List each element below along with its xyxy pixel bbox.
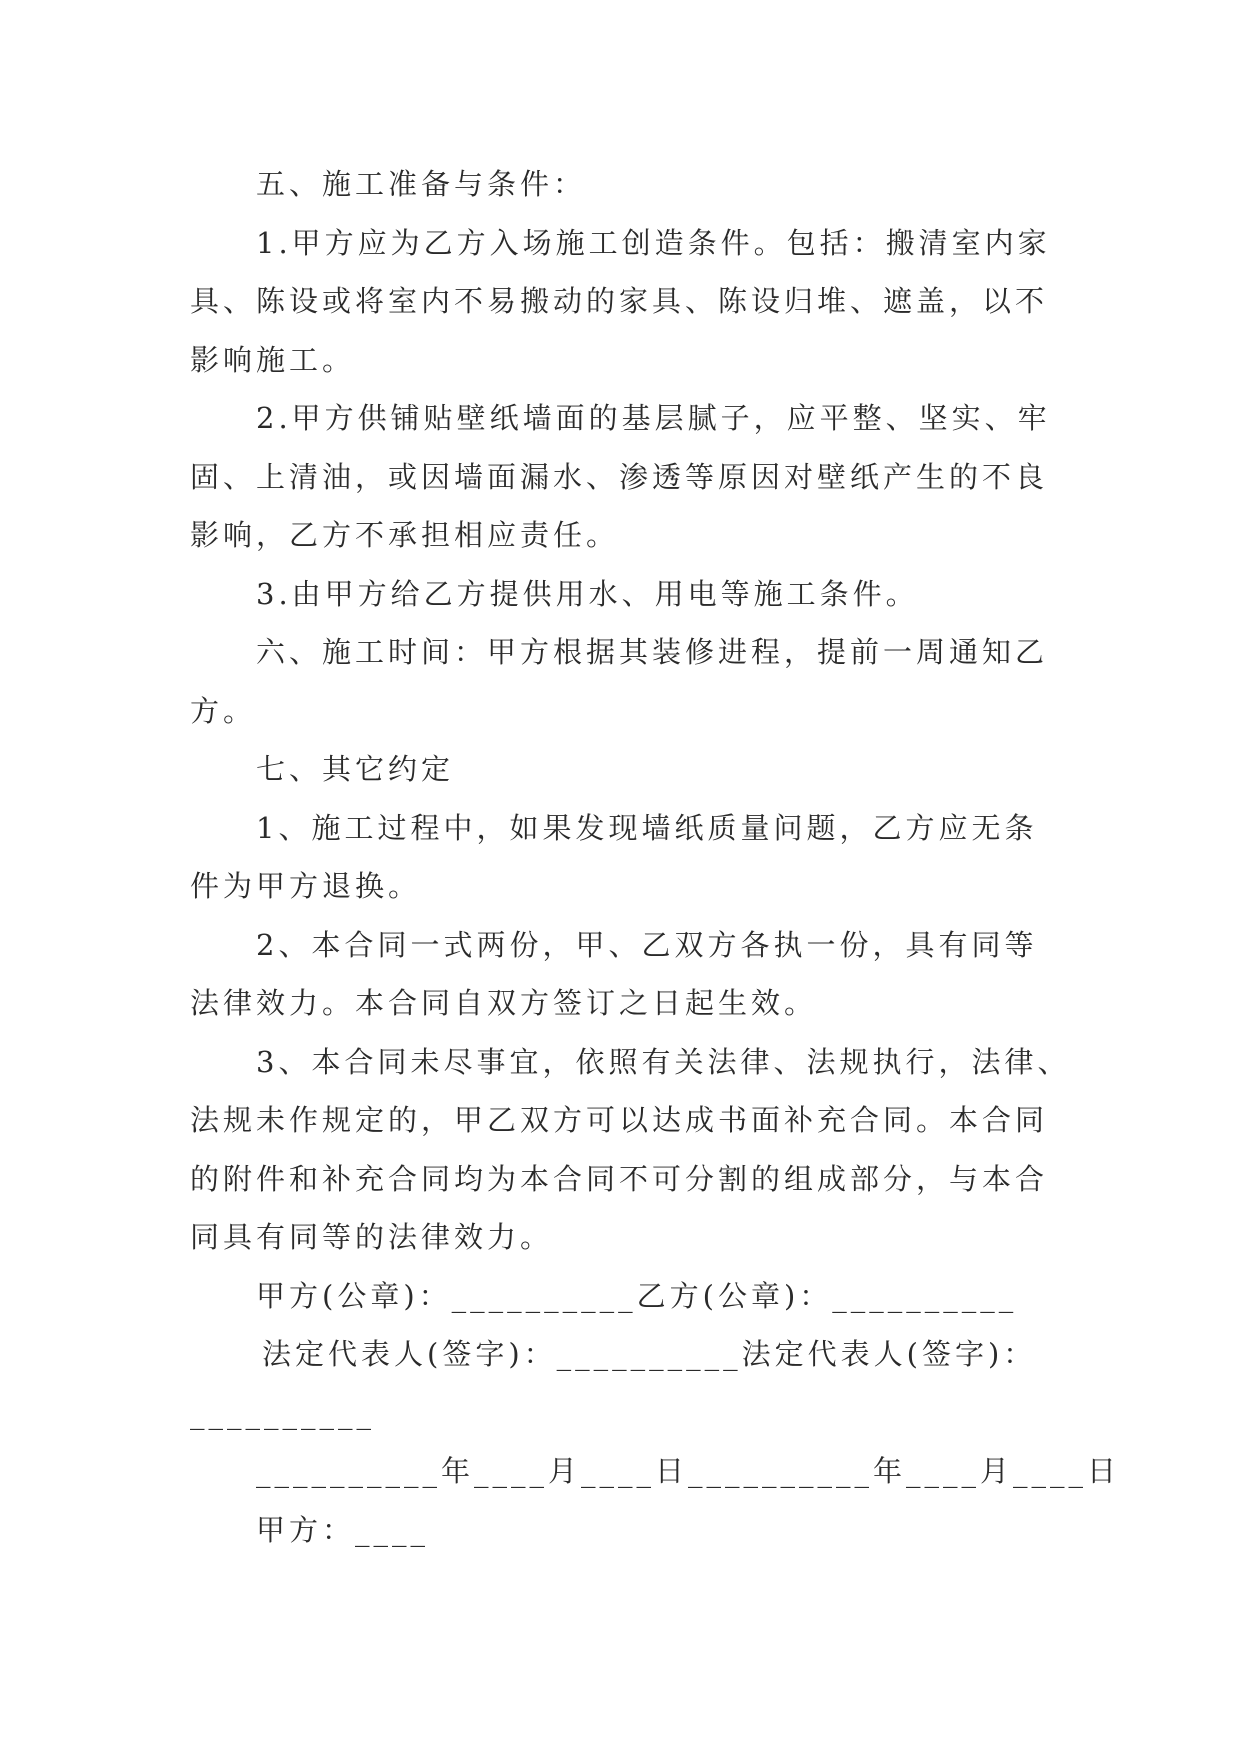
clause-line: 2、本合同一式两份，甲、乙双方各执一份，具有同等 [256,927,1038,962]
clause-line: 影响施工。 [190,342,356,377]
clause-line: 的附件和补充合同均为本合同不可分割的组成部分，与本合 [190,1161,1049,1196]
party-a-line: 甲方：____ [256,1512,430,1547]
clause-line: 同具有同等的法律效力。 [190,1220,554,1254]
clause-line: 方。 [190,693,257,728]
clause-line: 1、施工过程中，如果发现墙纸质量问题，乙方应无条 [256,810,1038,845]
clause-line: 2.甲方供铺贴壁纸墙面的基层腻子，应平整、坚实、牢 [256,401,1051,435]
section-heading-construction-preparation: 五、施工准备与条件： [256,167,587,201]
signature-blank-line: __________ [190,1395,375,1430]
clause-line: 件为甲方退换。 [190,869,422,903]
section-heading-other-agreements: 七、其它约定 [256,752,455,786]
clause-line: 固、上清油，或因墙面漏水、渗透等原因对壁纸产生的不良 [190,459,1049,494]
clause-line: 具、陈设或将室内不易搬动的家具、陈设归堆、遮盖，以不 [190,284,1049,318]
clause-line: 3、本合同未尽事宜，依照有关法律、法规执行，法律、 [256,1044,1071,1079]
clause-line: 1.甲方应为乙方入场施工创造条件。包括：搬清室内家 [256,225,1051,260]
clause-line: 法规未作规定的，甲乙双方可以达成书面补充合同。本合同 [190,1103,1049,1137]
clause-line: 影响，乙方不承担相应责任。 [190,518,620,552]
clause-line: 3.由甲方给乙方提供用水、用电等施工条件。 [256,576,919,611]
signature-representative-line: 法定代表人(签字)：__________法定代表人(签字)： [262,1337,1037,1371]
contract-body [190,155,1121,1559]
clause-line: 法律效力。本合同自双方签订之日起生效。 [190,986,818,1020]
signature-date-line: __________年____月____日__________年____月____日 [256,1454,1121,1488]
section-heading-construction-time: 六、施工时间：甲方根据其装修进程，提前一周通知乙 [256,635,1049,669]
signature-seal-line: 甲方(公章)：__________乙方(公章)：__________ [256,1278,1018,1313]
